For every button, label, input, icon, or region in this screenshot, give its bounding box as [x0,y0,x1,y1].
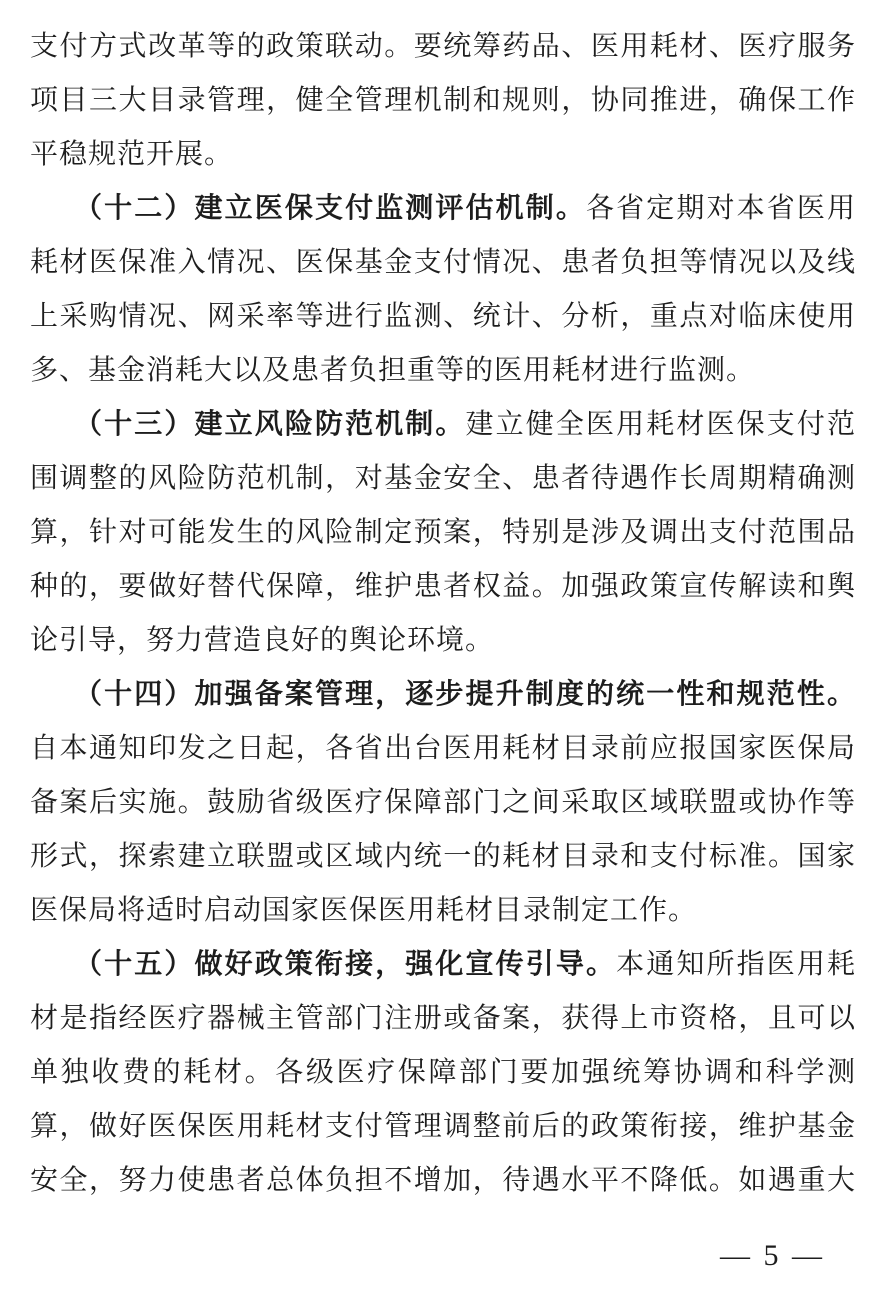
text-line [30,506,856,560]
text-line [30,236,856,290]
text-line [30,182,856,236]
text-line [30,884,856,938]
text-segment: 支付方式改革等的政策联动。要统筹药品、医用耗材、医疗服务 [30,31,856,62]
section-heading: （十三）建立风险防范机制。 [74,409,466,440]
text-segment: 项目三大目录管理，健全管理机制和规则，协同推进，确保工作 [30,85,856,116]
text-segment: 自本通知印发之日起，各省出台医用耗材目录前应报国家医保局 [30,733,856,764]
text-line [30,668,856,722]
document-text [30,20,856,1208]
text-line [30,398,856,452]
text-segment: 种的，要做好替代保障，维护患者权益。加强政策宣传解读和舆 [30,571,856,602]
text-segment: 算，做好医保医用耗材支付管理调整前后的政策衔接，维护基金 [30,1111,856,1142]
text-segment: 单独收费的耗材。各级医疗保障部门要加强统筹协调和科学测 [30,1057,856,1088]
text-segment: 耗材医保准入情况、医保基金支付情况、患者负担等情况以及线 [30,247,856,278]
text-segment: 上采购情况、网采率等进行监测、统计、分析，重点对临床使用 [30,301,856,332]
text-line [30,290,856,344]
text-line [30,830,856,884]
text-line [30,938,856,992]
section-heading: （十五）做好政策衔接，强化宣传引导。 [74,949,617,980]
text-segment: 围调整的风险防范机制，对基金安全、患者待遇作长周期精确测 [30,463,856,494]
text-line [30,128,856,182]
text-line [30,74,856,128]
text-line [30,1100,856,1154]
text-segment: 算，针对可能发生的风险制定预案，特别是涉及调出支付范围品 [30,517,856,548]
text-segment: 医保局将适时启动国家医保医用耗材目录制定工作。 [30,895,698,926]
text-segment: 形式，探索建立联盟或区域内统一的耗材目录和支付标准。国家 [30,841,856,872]
text-line [30,722,856,776]
text-line [30,20,856,74]
text-line [30,1154,856,1208]
text-segment: 备案后实施。鼓励省级医疗保障部门之间采取区域联盟或协作等 [30,787,856,818]
text-segment: 论引导，努力营造良好的舆论环境。 [30,625,495,656]
text-line [30,560,856,614]
text-line [30,614,856,668]
text-segment: 各省定期对本省医用 [586,193,856,224]
text-segment: 多、基金消耗大以及患者负担重等的医用耗材进行监测。 [30,355,756,386]
text-segment: 本通知所指医用耗 [616,949,856,980]
text-line [30,1046,856,1100]
text-line [30,452,856,506]
section-heading: （十二）建立医保支付监测评估机制。 [74,193,587,224]
text-line [30,992,856,1046]
text-segment: 平稳规范开展。 [30,139,234,170]
text-segment: 材是指经医疗器械主管部门注册或备案，获得上市资格，且可以 [30,1003,856,1034]
text-segment: 建立健全医用耗材医保支付范 [465,409,856,440]
text-segment: 安全，努力使患者总体负担不增加，待遇水平不降低。如遇重大 [30,1165,856,1196]
text-line [30,344,856,398]
page-number: — 5 — [720,1239,825,1272]
section-heading: （十四）加强备案管理，逐步提升制度的统一性和规范性。 [74,679,856,710]
text-line [30,776,856,830]
page-footer [720,1236,825,1276]
